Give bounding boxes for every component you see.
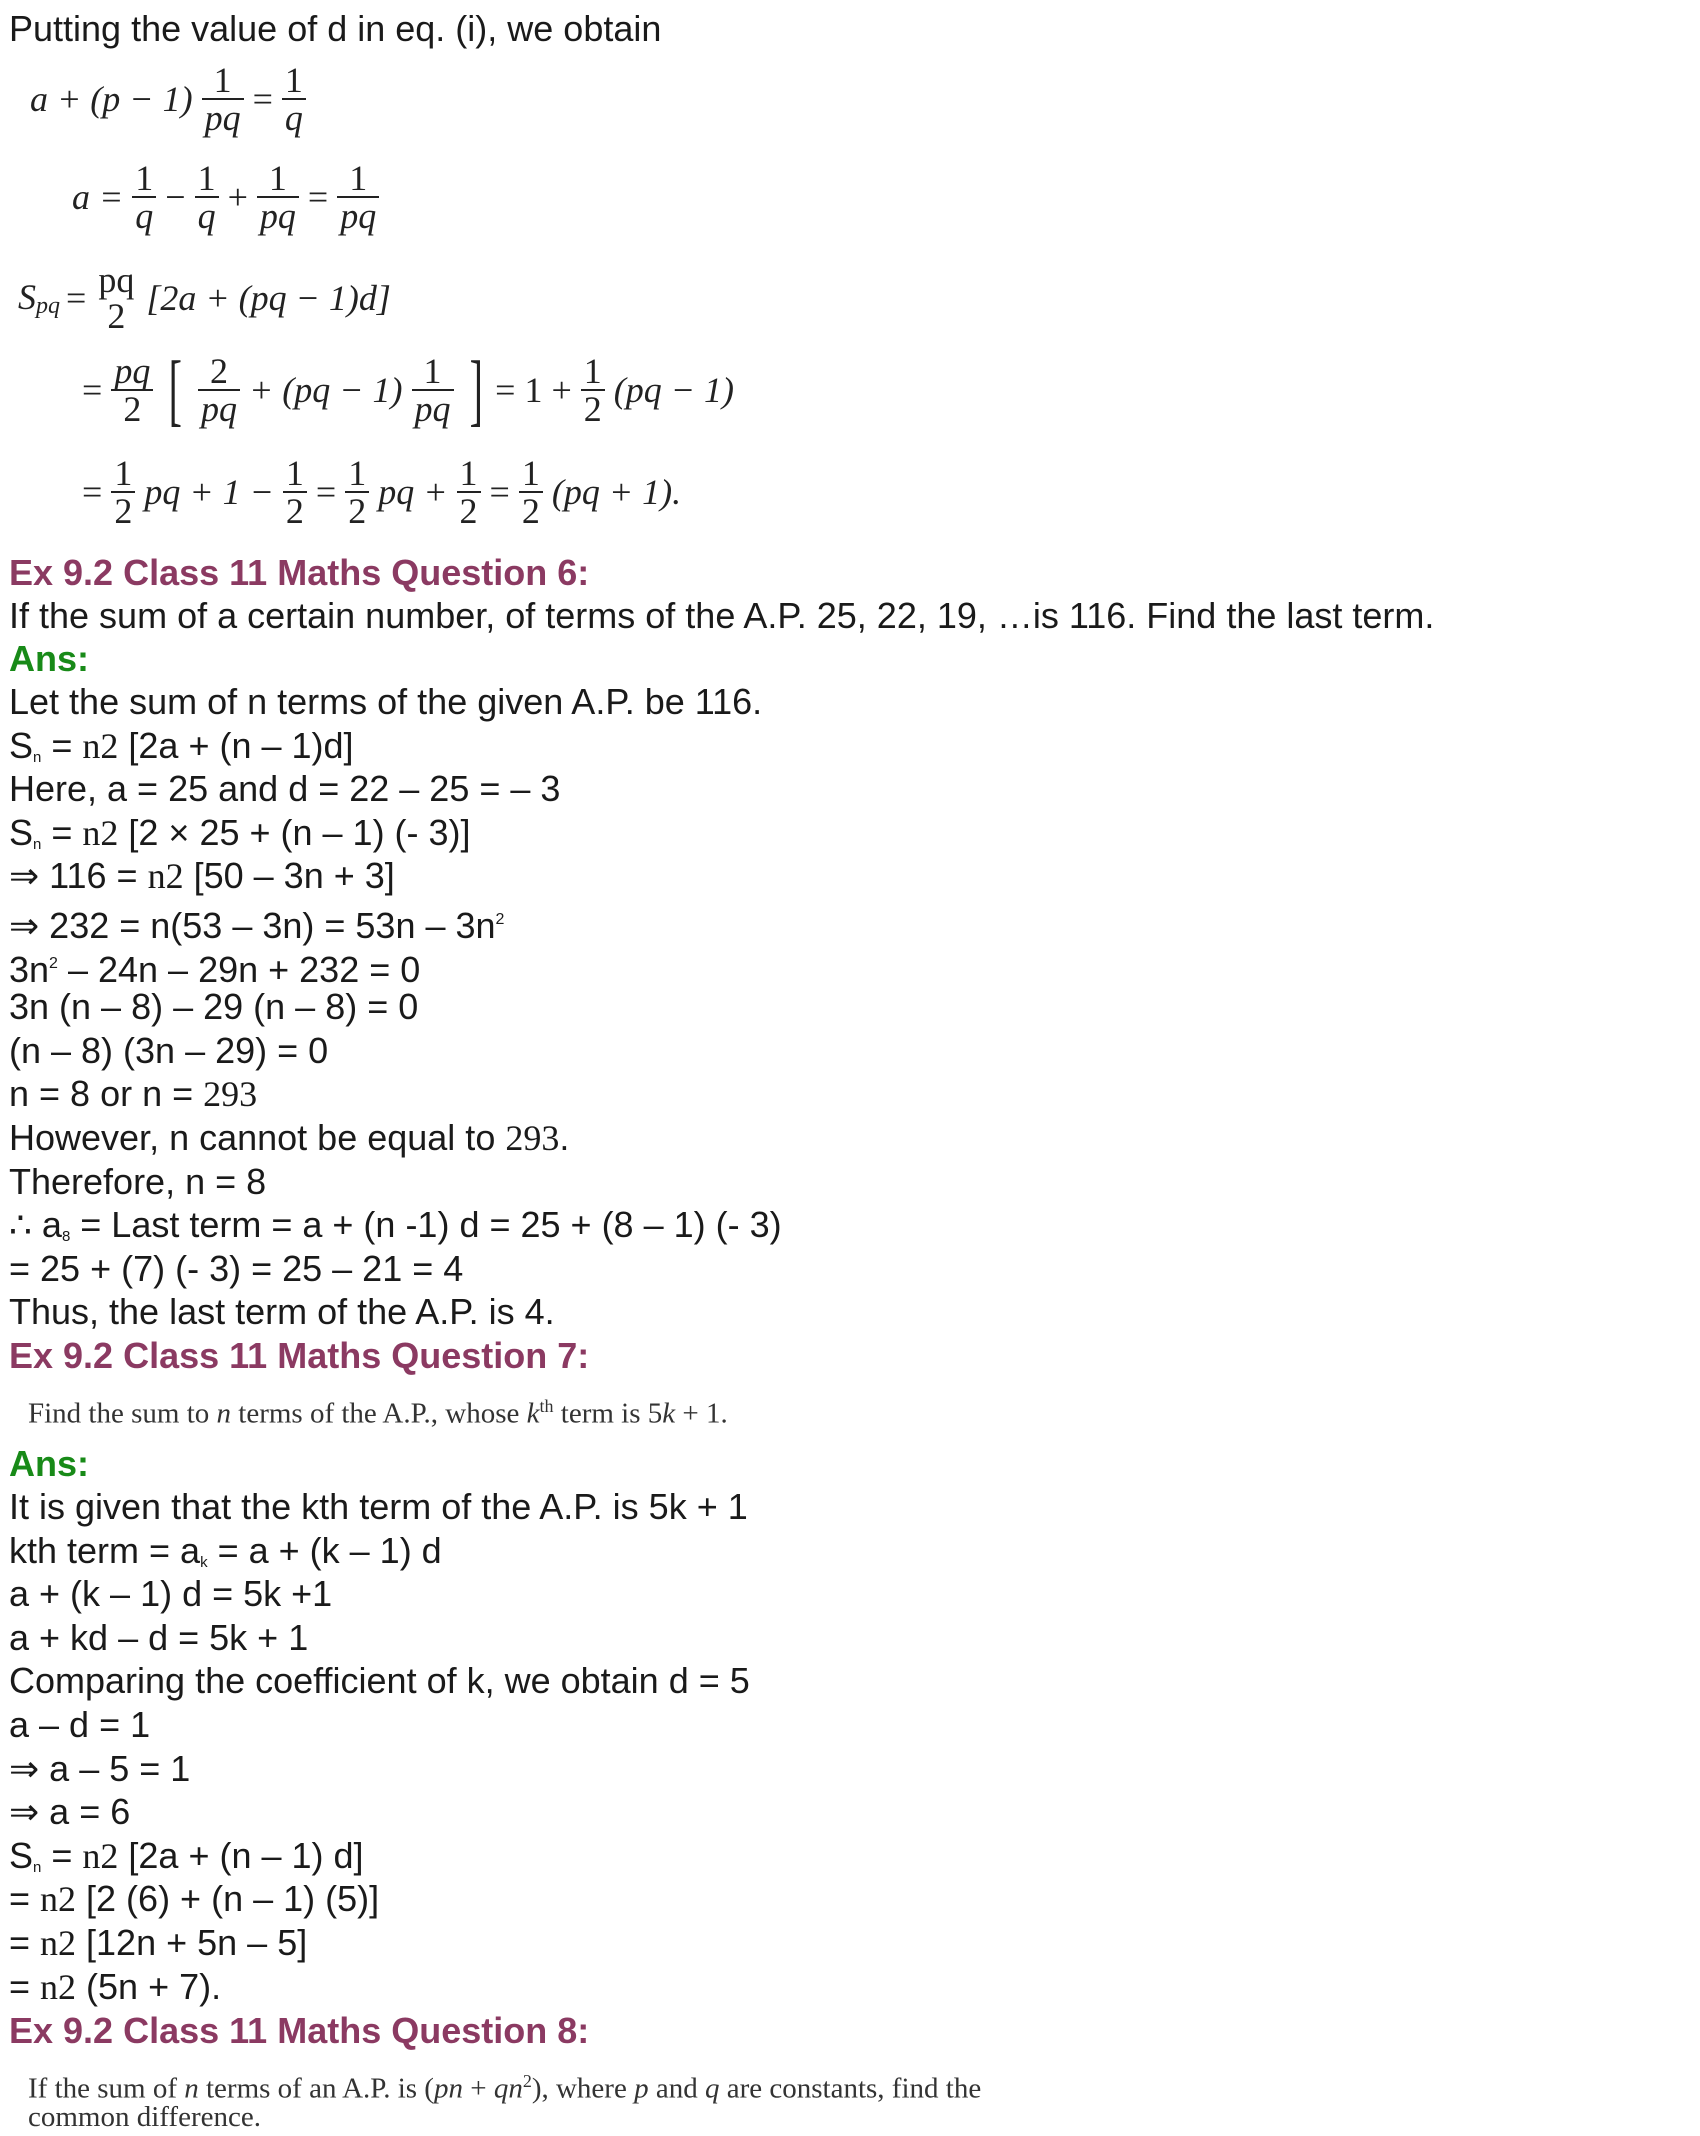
equation-2 <box>72 160 382 234</box>
q6-heading: Ex 9.2 Class 11 Maths Question 6: <box>9 552 590 593</box>
eq1-frac2: $\frac{1}{q}$ <box>282 62 306 136</box>
q7-solution-line: Comparing the coefficient of k, we obtain d = 5 <box>9 1660 750 1702</box>
eq3-equals: = <box>66 278 87 318</box>
eq5-frac-c: $\frac{1}{2}$ <box>345 455 369 529</box>
q7-solution-line: ⇒ a – 5 = 1 <box>9 1747 191 1789</box>
eq2-frac4: $\frac{1}{pq}$ <box>337 160 379 234</box>
q8-heading: Ex 9.2 Class 11 Maths Question 8: <box>9 2010 590 2051</box>
eq4-tail: (pq − 1) <box>613 370 735 410</box>
q7-solution-line: = n2 [12n + 5n – 5] <box>9 1922 308 1963</box>
eq5-equals-3: = <box>489 472 510 512</box>
equation-5 <box>82 455 681 529</box>
q6-solution-line: However, n cannot be equal to 293. <box>9 1117 570 1158</box>
q7-heading: Ex 9.2 Class 11 Maths Question 7: <box>9 1335 590 1376</box>
eq2-frac1: $\frac{1}{q}$ <box>132 160 156 234</box>
eq2-frac3: $\frac{1}{pq}$ <box>257 160 299 234</box>
eq2-plus: + <box>227 177 248 217</box>
eq4-equals: = <box>82 370 103 410</box>
eq5-frac-d: $\frac{1}{2}$ <box>457 455 481 529</box>
eq5-equals-2: = <box>315 472 337 512</box>
eq4-after: = 1 + <box>495 370 572 410</box>
eq4-frac-inner1: $\frac{2}{pq}$ <box>198 353 240 427</box>
q8-question-line-1: If the sum of n terms of an A.P. is $(pn + qn^2)$, where p and q are constants, find the <box>28 2071 982 2105</box>
eq5-frac-b: $\frac{1}{2}$ <box>283 455 307 529</box>
intro-line: Putting the value of d in eq. (i), we obtain <box>9 8 662 49</box>
q6-solution-line: n = 8 or n = 293 <box>9 1073 258 1115</box>
eq5-equals: = <box>82 472 103 512</box>
eq2-equals: = <box>307 177 329 217</box>
q6-solution-line: Here, a = 25 and d = 22 – 25 = – 3 <box>9 768 561 810</box>
eq2-frac2: $\frac{1}{q}$ <box>195 160 219 234</box>
q7-solution-line: a – d = 1 <box>9 1704 151 1745</box>
q6-solution-line: = 25 + (7) (- 3) = 25 – 21 = 4 <box>9 1247 464 1289</box>
eq2-lhs: a = <box>72 177 124 217</box>
q7-solution-line: a + (k – 1) d = 5k +1 <box>9 1573 333 1615</box>
q7-solution-line: a + kd – d = 5k + 1 <box>9 1616 309 1658</box>
q6-solution-line: ⇒ $232 = n(53 - 3n) = 53n - 3n^2$ <box>9 905 505 946</box>
eq4-frac-half: $\frac{1}{2}$ <box>581 353 605 427</box>
eq4-right-bracket: ] <box>469 346 483 434</box>
eq1-frac1: $\frac{1}{pq}$ <box>202 62 244 136</box>
eq3-frac: pq 2 <box>98 260 135 336</box>
eq1-equals: = <box>252 79 273 119</box>
q6-solution-line: ∴ $a_8$ = Last term = a + (n -1) d = 25 + (8 – 1) (- 3) <box>9 1204 782 1246</box>
q6-question: If the sum of a certain number, of terms of the A.P. 25, 22, 19, …is 116. Find the last term. <box>9 595 1435 636</box>
eq1-lhs: a + (p − 1) <box>30 79 193 119</box>
eq4-frac-outer: $\frac{pq}{2}$ <box>111 353 153 427</box>
eq4-frac-inner2: $\frac{1}{pq}$ <box>412 353 454 427</box>
eq2-minus: − <box>165 177 186 217</box>
q6-solution-line: Let the sum of n terms of the given A.P. be 116. <box>9 681 763 722</box>
q7-solution-line: $S_n = n2$ [2a + (n – 1) d] <box>9 1834 364 1876</box>
q7-solution-line: = n2 (5n + 7). <box>9 1965 222 2007</box>
eq5-term1: pq + 1 − <box>144 472 274 512</box>
eq5-frac-a: $\frac{1}{2}$ <box>111 455 135 529</box>
eq5-term2: pq + <box>378 472 448 512</box>
q7-ans-label: Ans: <box>9 1443 89 1484</box>
q6-solution-line: 3n (n – 8) – 29 (n – 8) = 0 <box>9 986 419 1028</box>
q6-solution-line: $S_n = n2$ [2 × 25 + (n – 1) (- 3)] <box>9 811 471 853</box>
eq3-rest: [2a + (pq − 1)d] <box>146 278 391 318</box>
q6-solution-line: ⇒ 116 = n2 [50 – 3n + 3] <box>9 855 395 897</box>
eq5-frac-e: $\frac{1}{2}$ <box>519 455 543 529</box>
q7-solution-line: kth term = $a_k = a + (k - 1)$ d <box>9 1529 442 1571</box>
eq5-term3: (pq + 1). <box>551 472 682 512</box>
equation-1 <box>30 62 309 136</box>
equation-4 <box>82 346 735 434</box>
q7-question: Find the sum to n terms of the A.P., whose $k^{th}$ term is 5k + 1. <box>28 1396 728 1430</box>
q6-solution-line: $S_n = n2$ [2a + (n – 1)d] <box>9 724 354 766</box>
eq3-lhs: Spq <box>18 277 60 319</box>
q6-ans-label: Ans: <box>9 638 89 679</box>
eq4-mid: + (pq − 1) <box>248 370 403 410</box>
equation-3 <box>18 262 391 334</box>
q8-question-line-2: common difference. <box>28 2101 261 2133</box>
q7-solution-line: ⇒ a = 6 <box>9 1791 131 1833</box>
q6-solution-line: Therefore, n = 8 <box>9 1160 267 1202</box>
q6-solution-line: $3n^2 - 24n - 29n + 232 = 0$ <box>9 948 421 990</box>
q6-solution-line: Thus, the last term of the A.P. is 4. <box>9 1291 555 1333</box>
q7-solution-line: = n2 [2 (6) + (n – 1) (5)] <box>9 1878 380 1920</box>
eq4-left-bracket: [ <box>168 346 183 434</box>
q6-solution-line: (n – 8) (3n – 29) = 0 <box>9 1029 329 1071</box>
q7-solution-line: It is given that the kth term of the A.P. is 5k + 1 <box>9 1486 748 1527</box>
